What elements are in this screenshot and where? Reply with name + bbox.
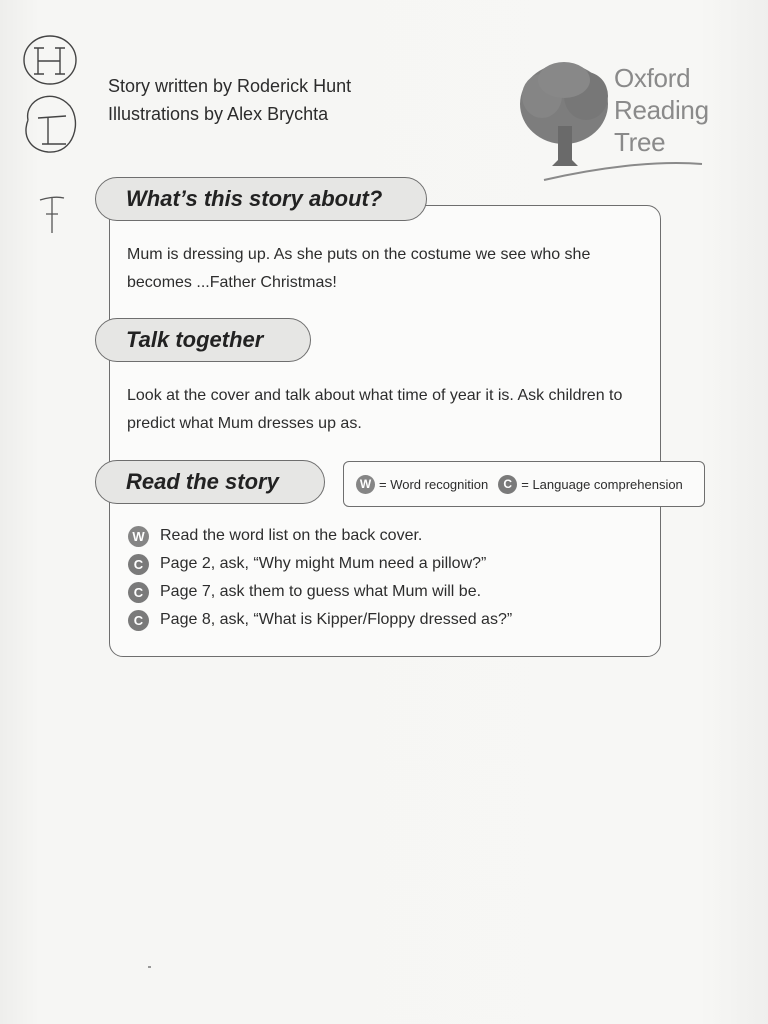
step-text: Read the word list on the back cover.: [160, 527, 423, 544]
list-item: [128, 578, 512, 606]
word-recognition-icon: W: [128, 526, 149, 547]
logo-text: [614, 62, 709, 158]
story-about-text: Mum is dressing up. As she puts on the costume we see who she becomes ...Father Christmas!: [127, 246, 591, 291]
language-comprehension-label: = Language comprehension: [521, 476, 683, 492]
language-comprehension-icon: C: [128, 610, 149, 631]
reading-steps: [128, 522, 512, 634]
illustrations-credit: Illustrations by Alex Brychta: [108, 104, 329, 124]
heading-talk-together: Talk together: [95, 318, 311, 362]
talk-together-text: Look at the cover and talk about what time of year it is. Ask children to predict what Mum dresses up as.: [127, 387, 623, 432]
step-text: Page 2, ask, “Why might Mum need a pillow?”: [160, 555, 487, 572]
logo-line-tree: Tree: [614, 127, 666, 157]
handwritten-marks-icon: [8, 28, 88, 238]
list-item: [128, 550, 512, 578]
oxford-reading-tree-logo: [516, 56, 716, 186]
step-text: Page 8, ask, “What is Kipper/Floppy dressed as?”: [160, 611, 513, 628]
credits: [108, 72, 351, 128]
language-comprehension-icon: C: [128, 582, 149, 603]
language-comprehension-icon: C: [128, 554, 149, 575]
logo-line-reading: Reading: [614, 95, 709, 125]
language-comprehension-icon: C: [498, 475, 517, 494]
list-item: [128, 522, 512, 550]
badge-legend: [343, 461, 705, 507]
divider: [426, 205, 646, 206]
logo-line-oxford: Oxford: [614, 63, 691, 93]
heading-read-the-story: Read the story: [95, 460, 325, 504]
heading-story-about: What’s this story about?: [95, 177, 427, 221]
step-text: Page 7, ask them to guess what Mum will be.: [160, 583, 482, 600]
story-credit: Story written by Roderick Hunt: [108, 76, 352, 96]
word-recognition-label: = Word recognition: [379, 476, 489, 492]
list-item: [128, 606, 512, 634]
paper-speck: [148, 966, 151, 968]
word-recognition-icon: W: [356, 475, 375, 494]
